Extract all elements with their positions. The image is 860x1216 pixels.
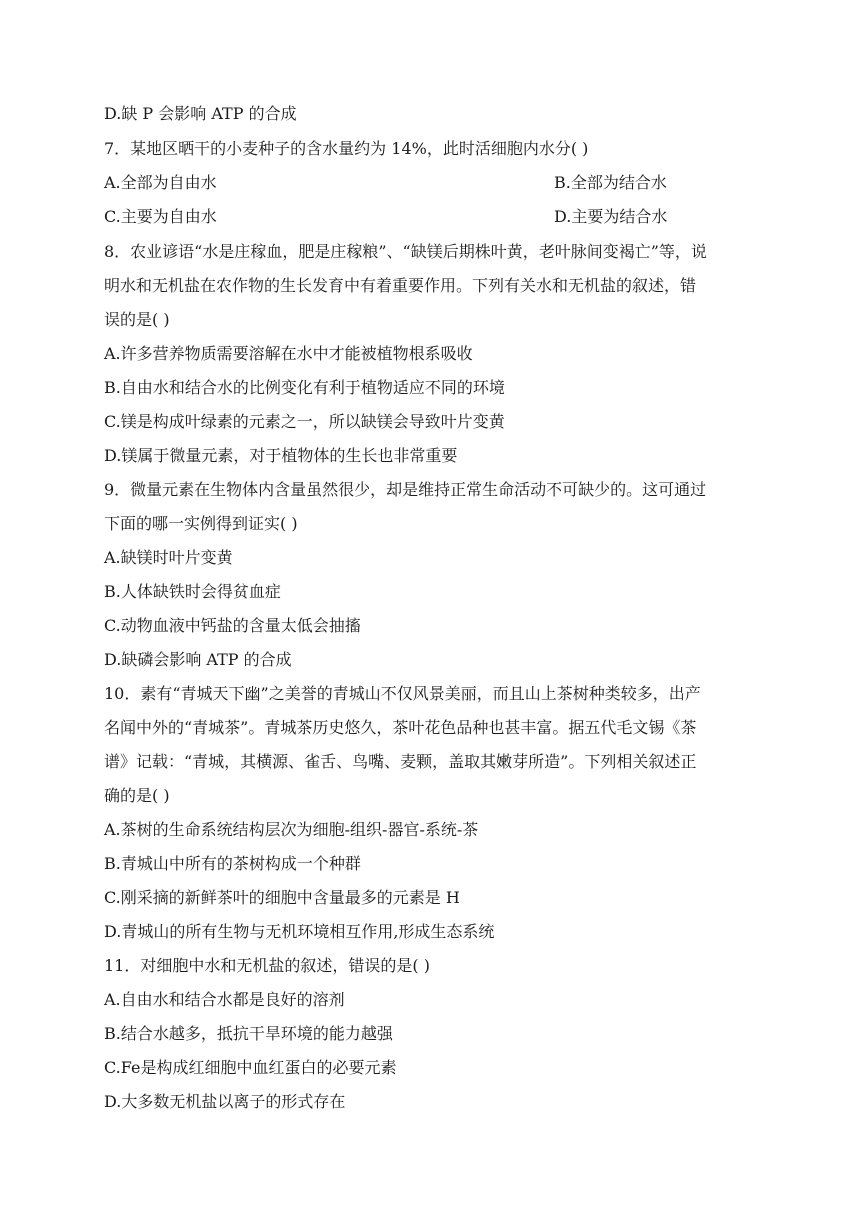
q7-option-b: B.全部为结合水	[554, 173, 667, 192]
q8-option-b: B.自由水和结合水的比例变化有利于植物适应不同的环境	[104, 378, 505, 397]
q9-stem-line1: 9．微量元素在生物体内含量虽然很少，却是维持正常生命活动不可缺少的。这可通过	[104, 480, 707, 499]
q9-option-a: A.缺镁时叶片变黄	[104, 548, 233, 567]
q11-option-a: A.自由水和结合水都是良好的溶剂	[104, 990, 345, 1009]
q8-stem-line2: 明水和无机盐在农作物的生长发育中有着重要作用。下列有关水和无机盐的叙述，错	[104, 276, 697, 295]
q10-option-d: D.青城山的所有生物与无机环境相互作用,形成生态系统	[104, 922, 495, 941]
q7-option-a: A.全部为自由水	[104, 173, 217, 192]
q10-stem-line2: 名闻中外的“青城茶”。青城茶历史悠久，茶叶花色品种也甚丰富。据五代毛文锡《茶	[104, 718, 697, 737]
q7-option-c: C.主要为自由水	[104, 207, 217, 226]
q8-option-a: A.许多营养物质需要溶解在水中才能被植物根系吸收	[104, 344, 473, 363]
q9-option-b: B.人体缺铁时会得贫血症	[104, 582, 281, 601]
q10-option-c: C.刚采摘的新鲜茶叶的细胞中含量最多的元素是 H	[104, 888, 460, 907]
q10-stem-line1: 10．素有“青城天下幽”之美誉的青城山不仅风景美丽，而且山上茶树种类较多，出产	[104, 684, 701, 703]
q10-option-b: B.青城山中所有的茶树构成一个种群	[104, 854, 361, 873]
q9-option-c: C.动物血液中钙盐的含量太低会抽搐	[104, 616, 361, 635]
q11-option-c: C.Fe是构成红细胞中血红蛋白的必要元素	[104, 1058, 397, 1077]
q10-stem-line3: 谱》记载：“青城，其横源、雀舌、鸟嘴、麦颗，盖取其嫩芽所造”。下列相关叙述正	[104, 752, 697, 771]
q8-stem-line3: 误的是( )	[104, 310, 170, 329]
q7-option-d: D.主要为结合水	[554, 207, 668, 226]
q7-stem: 7．某地区晒干的小麦种子的含水量约为 14%，此时活细胞内水分( )	[104, 139, 589, 158]
q10-option-a: A.茶树的生命系统结构层次为细胞-组织-器官-系统-茶	[104, 820, 479, 839]
q8-stem-line1: 8．农业谚语“水是庄稼血，肥是庄稼粮”、“缺镁后期株叶黄，老叶脉间变褐亡”等，说	[104, 242, 707, 261]
q9-stem-line2: 下面的哪一实例得到证实( )	[104, 514, 298, 533]
q11-option-d: D.大多数无机盐以离子的形式存在	[104, 1092, 346, 1111]
q6-option-d: D.缺 P 会影响 ATP 的合成	[104, 104, 297, 123]
q8-option-d: D.镁属于微量元素，对于植物体的生长也非常重要	[104, 446, 458, 465]
q8-option-c: C.镁是构成叶绿素的元素之一，所以缺镁会导致叶片变黄	[104, 412, 505, 431]
q9-option-d: D.缺磷会影响 ATP 的合成	[104, 650, 292, 669]
q10-stem-line4: 确的是( )	[104, 786, 170, 805]
q11-stem: 11．对细胞中水和无机盐的叙述，错误的是( )	[104, 956, 430, 975]
q11-option-b: B.结合水越多，抵抗干旱环境的能力越强	[104, 1024, 393, 1043]
